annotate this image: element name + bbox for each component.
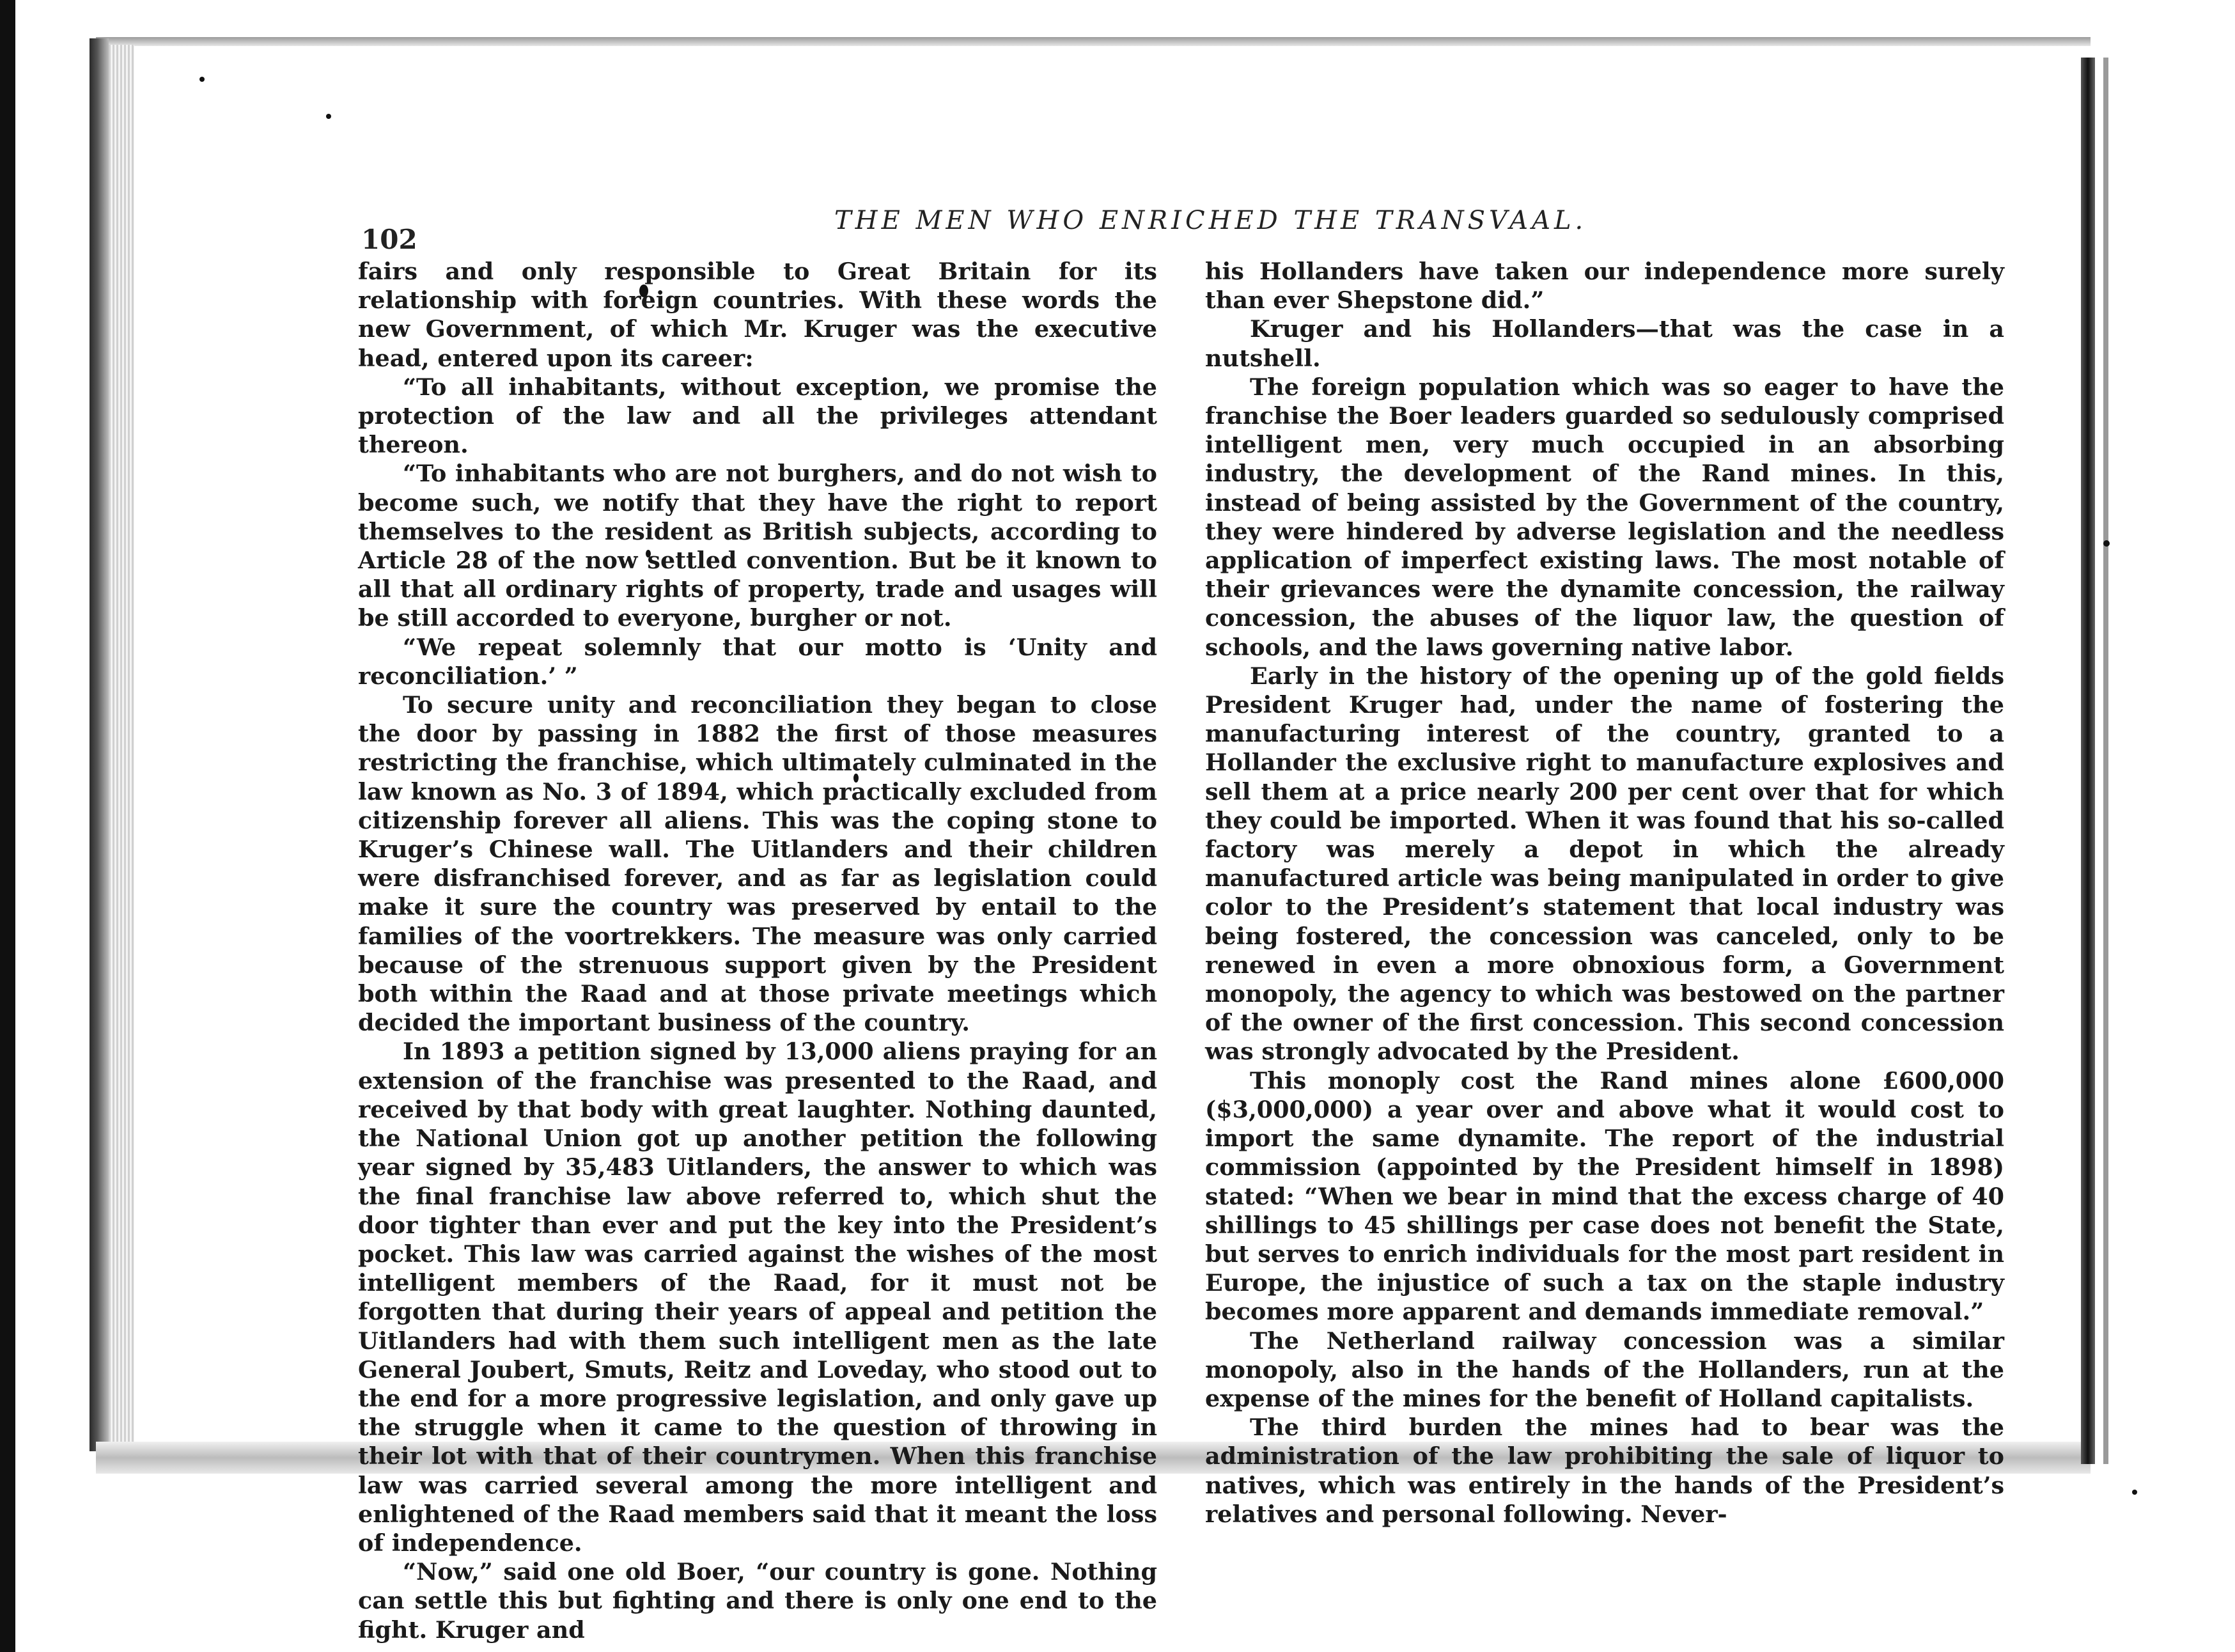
book-spine bbox=[90, 38, 109, 1451]
paragraph: This monoply cost the Rand mines alone £600,000 ($3,000,000) a year over and above what it would cost to import the same dynamite. The report of the industrial commission (appointed by the President himself in 1898) stated: “When we bear in mind that the excess charge of 40 shillings to 45 shillings per case does not benefit the State, but serves to enrich individuals for the most part resident in Europe, the injustice of such a tax on the staple industry becomes more apparent and demands immediate removal.” bbox=[1205, 1066, 2004, 1326]
paragraph: The third burden the mines had to bear was the administration of the law prohibiting the sale of liquor to natives, which was entirely in the hands of the President’s relatives and personal following. Never- bbox=[1205, 1414, 2004, 1528]
paragraph: “Now,” said one old Boer, “our country is gone. Nothing can settle this but fighting and there is only one end to the fight. Kruger and bbox=[358, 1558, 1157, 1644]
paragraph: his Hollanders have taken our independence more surely than ever Shepstone did.” bbox=[1205, 258, 2004, 315]
left-column bbox=[358, 257, 1157, 1644]
paragraph: Kruger and his Hollanders—that was the case in a nutshell. bbox=[1205, 315, 2004, 372]
paragraph: In 1893 a petition signed by 13,000 aliens praying for an extension of the franchise was presented to the Raad, and received by that body with great laughter. Nothing daunted, the National Union got up another petition the following year signed by 35,483 Uitlanders, the answer to which was the final franchise law above referred to, which shut the door tighter than ever and put the key into the President’s pocket. This law was carried against the wishes of the most intelligent members of the Raad, for it must not be forgotten that during their years of appeal and petition the Uitlanders had with them such intelligent men as the late General Joubert, Smuts, Reitz and Loveday, who stood out to the end for a more progressive legislation, and only gave up the struggle when it came to the question of throwing in their lot with that of their countrymen. When this franchise law was carried several among the more intelligent and enlightened of the Raad members said that it meant the loss of independence. bbox=[358, 1038, 1157, 1557]
scan-speck bbox=[199, 77, 205, 82]
scan-edge-left bbox=[0, 0, 15, 1652]
page-number: 102 bbox=[361, 224, 417, 255]
paragraph: fairs and only responsible to Great Britain for its relationship with foreign countries. With these words the new Government, of which Mr. Kruger was the executive head, entered upon its career: bbox=[358, 258, 1157, 372]
right-column bbox=[1205, 257, 2004, 1528]
page-top-edge bbox=[96, 37, 2091, 46]
paragraph: Early in the history of the opening up of the gold fields President Kruger had, under the name of fostering the manufacturing interest of the country, granted to a Hollander the exclusive right to manufacture explosives and sell them at a price nearly 200 per cent over that for which they could be imported. When it was found that his so-called factory was merely a depot in which the already manufactured article was being manipulated in order to give color to the President’s statement that local industry was being fostered, the concession was canceled, only to be renewed in even a more obnoxious form, a Government monopoly, the agency to which was bestowed on the partner of the owner of the first concession. This second concession was strongly advocated by the President. bbox=[1205, 662, 2004, 1066]
running-title: THE MEN WHO ENRICHED THE TRANSVAAL. bbox=[834, 206, 1587, 235]
paragraph: The Netherland railway concession was a similar monopoly, also in the hands of the Hollanders, run at the expense of the mines for the benefit of Holland capitalists. bbox=[1205, 1327, 2004, 1412]
paragraph: The foreign population which was so eager to have the franchise the Boer leaders guarded so sedulously comprised intelligent men, very much occupied in an absorbing industry, the development of the Rand mines. In this, instead of being assisted by the Government of the country, they were hindered by adverse legislation and the needless application of imperfect existing laws. The most notable of their grievances were the dynamite concession, the railway concession, the abuses of the liquor law, the question of schools, and the laws governing native labor. bbox=[1205, 373, 2004, 661]
scan-speck bbox=[326, 114, 331, 119]
paragraph: “To all inhabitants, without exception, we promise the protection of the law and all the privileges attendant thereon. bbox=[358, 373, 1157, 459]
gutter-line bbox=[2103, 58, 2108, 1464]
paragraph: “To inhabitants who are not burghers, and do not wish to become such, we notify that they have the right to report themselves to the resident as British subjects, according to Article 28 of the now settled convention. But be it known to all that all ordinary rights of property, trade and usages will be still accorded to everyone, burgher or not. bbox=[358, 460, 1157, 632]
scan-speck bbox=[2132, 1490, 2137, 1495]
paragraph: “We repeat solemnly that our motto is ‘Unity and reconciliation.’ ” bbox=[358, 633, 1157, 690]
scan-speck bbox=[2103, 540, 2110, 547]
page-stack-edge bbox=[109, 45, 134, 1451]
paragraph: To secure unity and reconciliation they began to close the door by passing in 1882 the first of those measures restricting the franchise, which ultimately culminated in the law known as No. 3 of 1894, which practically excluded from citizenship forever all aliens. This was the coping stone to Kruger’s Chinese wall. The Uitlanders and their children were disfranchised forever, and as far as legislation could make it sure the country was preserved by entail to the families of the voortrekkers. The measure was only carried because of the strenuous support given by the President both within the Raad and at those private meetings which decided the important business of the country. bbox=[358, 691, 1157, 1037]
gutter-shadow bbox=[2081, 58, 2095, 1464]
